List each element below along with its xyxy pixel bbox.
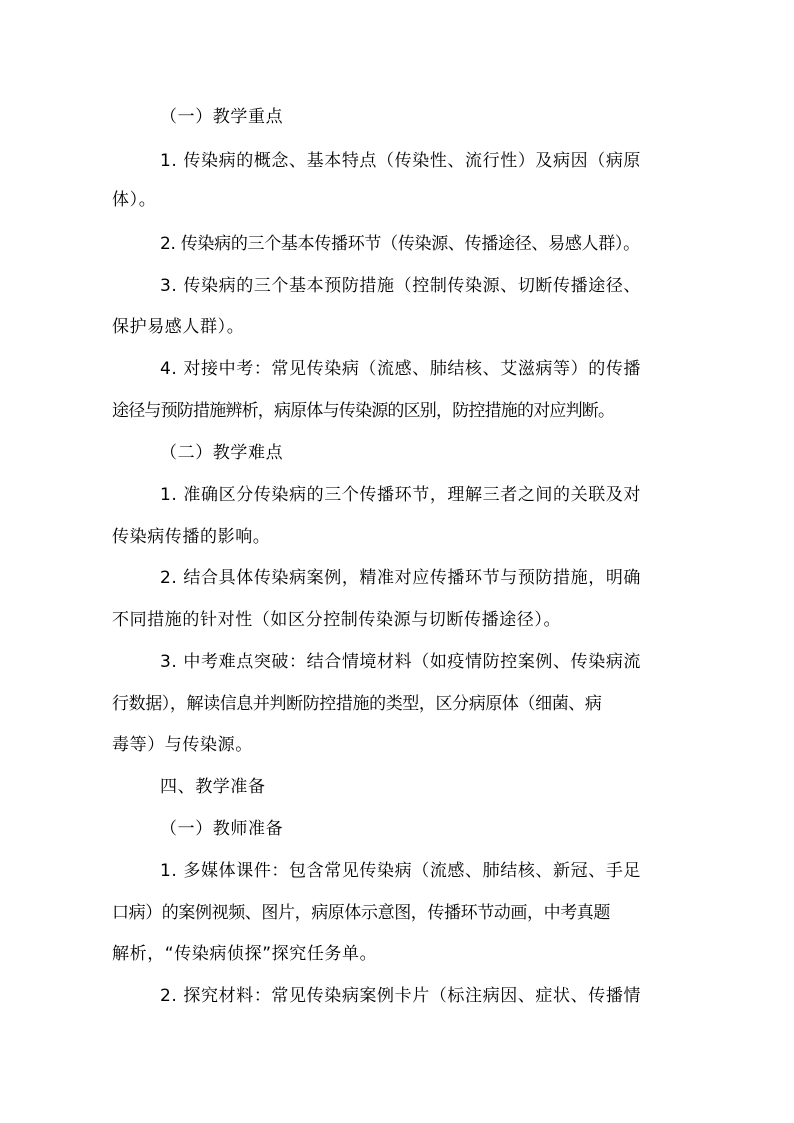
- paragraph-line: 1. 多媒体课件：包含常见传染病（流感、肺结核、新冠、手足: [160, 861, 642, 881]
- section-heading-teaching-difficulties: （二）教学难点: [160, 443, 284, 463]
- section-heading-teaching-key-points: （一）教学重点: [160, 107, 284, 127]
- paragraph-line: 1. 传染病的概念、基本特点（传染性、流行性）及病因（病原: [160, 151, 642, 171]
- paragraph-line: 不同措施的针对性（如区分控制传染源与切断传播途径）。: [112, 610, 562, 630]
- subsection-heading-teacher-preparation: （一）教师准备: [160, 819, 284, 839]
- section-heading-teaching-preparation: 四、教学准备: [160, 777, 266, 797]
- paragraph-line: 2. 传染病的三个基本传播环节（传染源、传播途径、易感人群）。: [160, 234, 640, 254]
- paragraph-line: 毒等）与传染源。: [112, 735, 253, 755]
- paragraph-line: 保护易感人群）。: [112, 317, 245, 337]
- paragraph-line: 1. 准确区分传染病的三个传播环节，理解三者之间的关联及对: [160, 485, 642, 505]
- paragraph-line: 途径与预防措施辨析，病原体与传染源的区别，防控措施的对应判断。: [112, 401, 615, 421]
- paragraph-line: 体）。: [112, 190, 157, 210]
- paragraph-line: 3. 中考难点突破：结合情境材料（如疫情防控案例、传染病流: [160, 652, 642, 672]
- paragraph-line: 传染病传播的影响。: [112, 527, 271, 547]
- paragraph-line: 行数据），解读信息并判断防控措施的类型，区分病原体（细菌、病: [112, 694, 602, 714]
- paragraph-line: 解析，“传染病侦探”探究任务单。: [112, 944, 378, 964]
- paragraph-line: 4. 对接中考：常见传染病（流感、肺结核、艾滋病等）的传播: [160, 359, 642, 379]
- paragraph-line: 2. 结合具体传染病案例，精准对应传播环节与预防措施，明确: [160, 568, 642, 588]
- paragraph-line: 2. 探究材料：常见传染病案例卡片（标注病因、症状、传播情: [160, 986, 642, 1006]
- paragraph-line: 口病）的案例视频、图片，病原体示意图，传播环节动画，中考真题: [112, 903, 610, 923]
- paragraph-line: 3. 传染病的三个基本预防措施（控制传染源、切断传播途径、: [160, 276, 642, 296]
